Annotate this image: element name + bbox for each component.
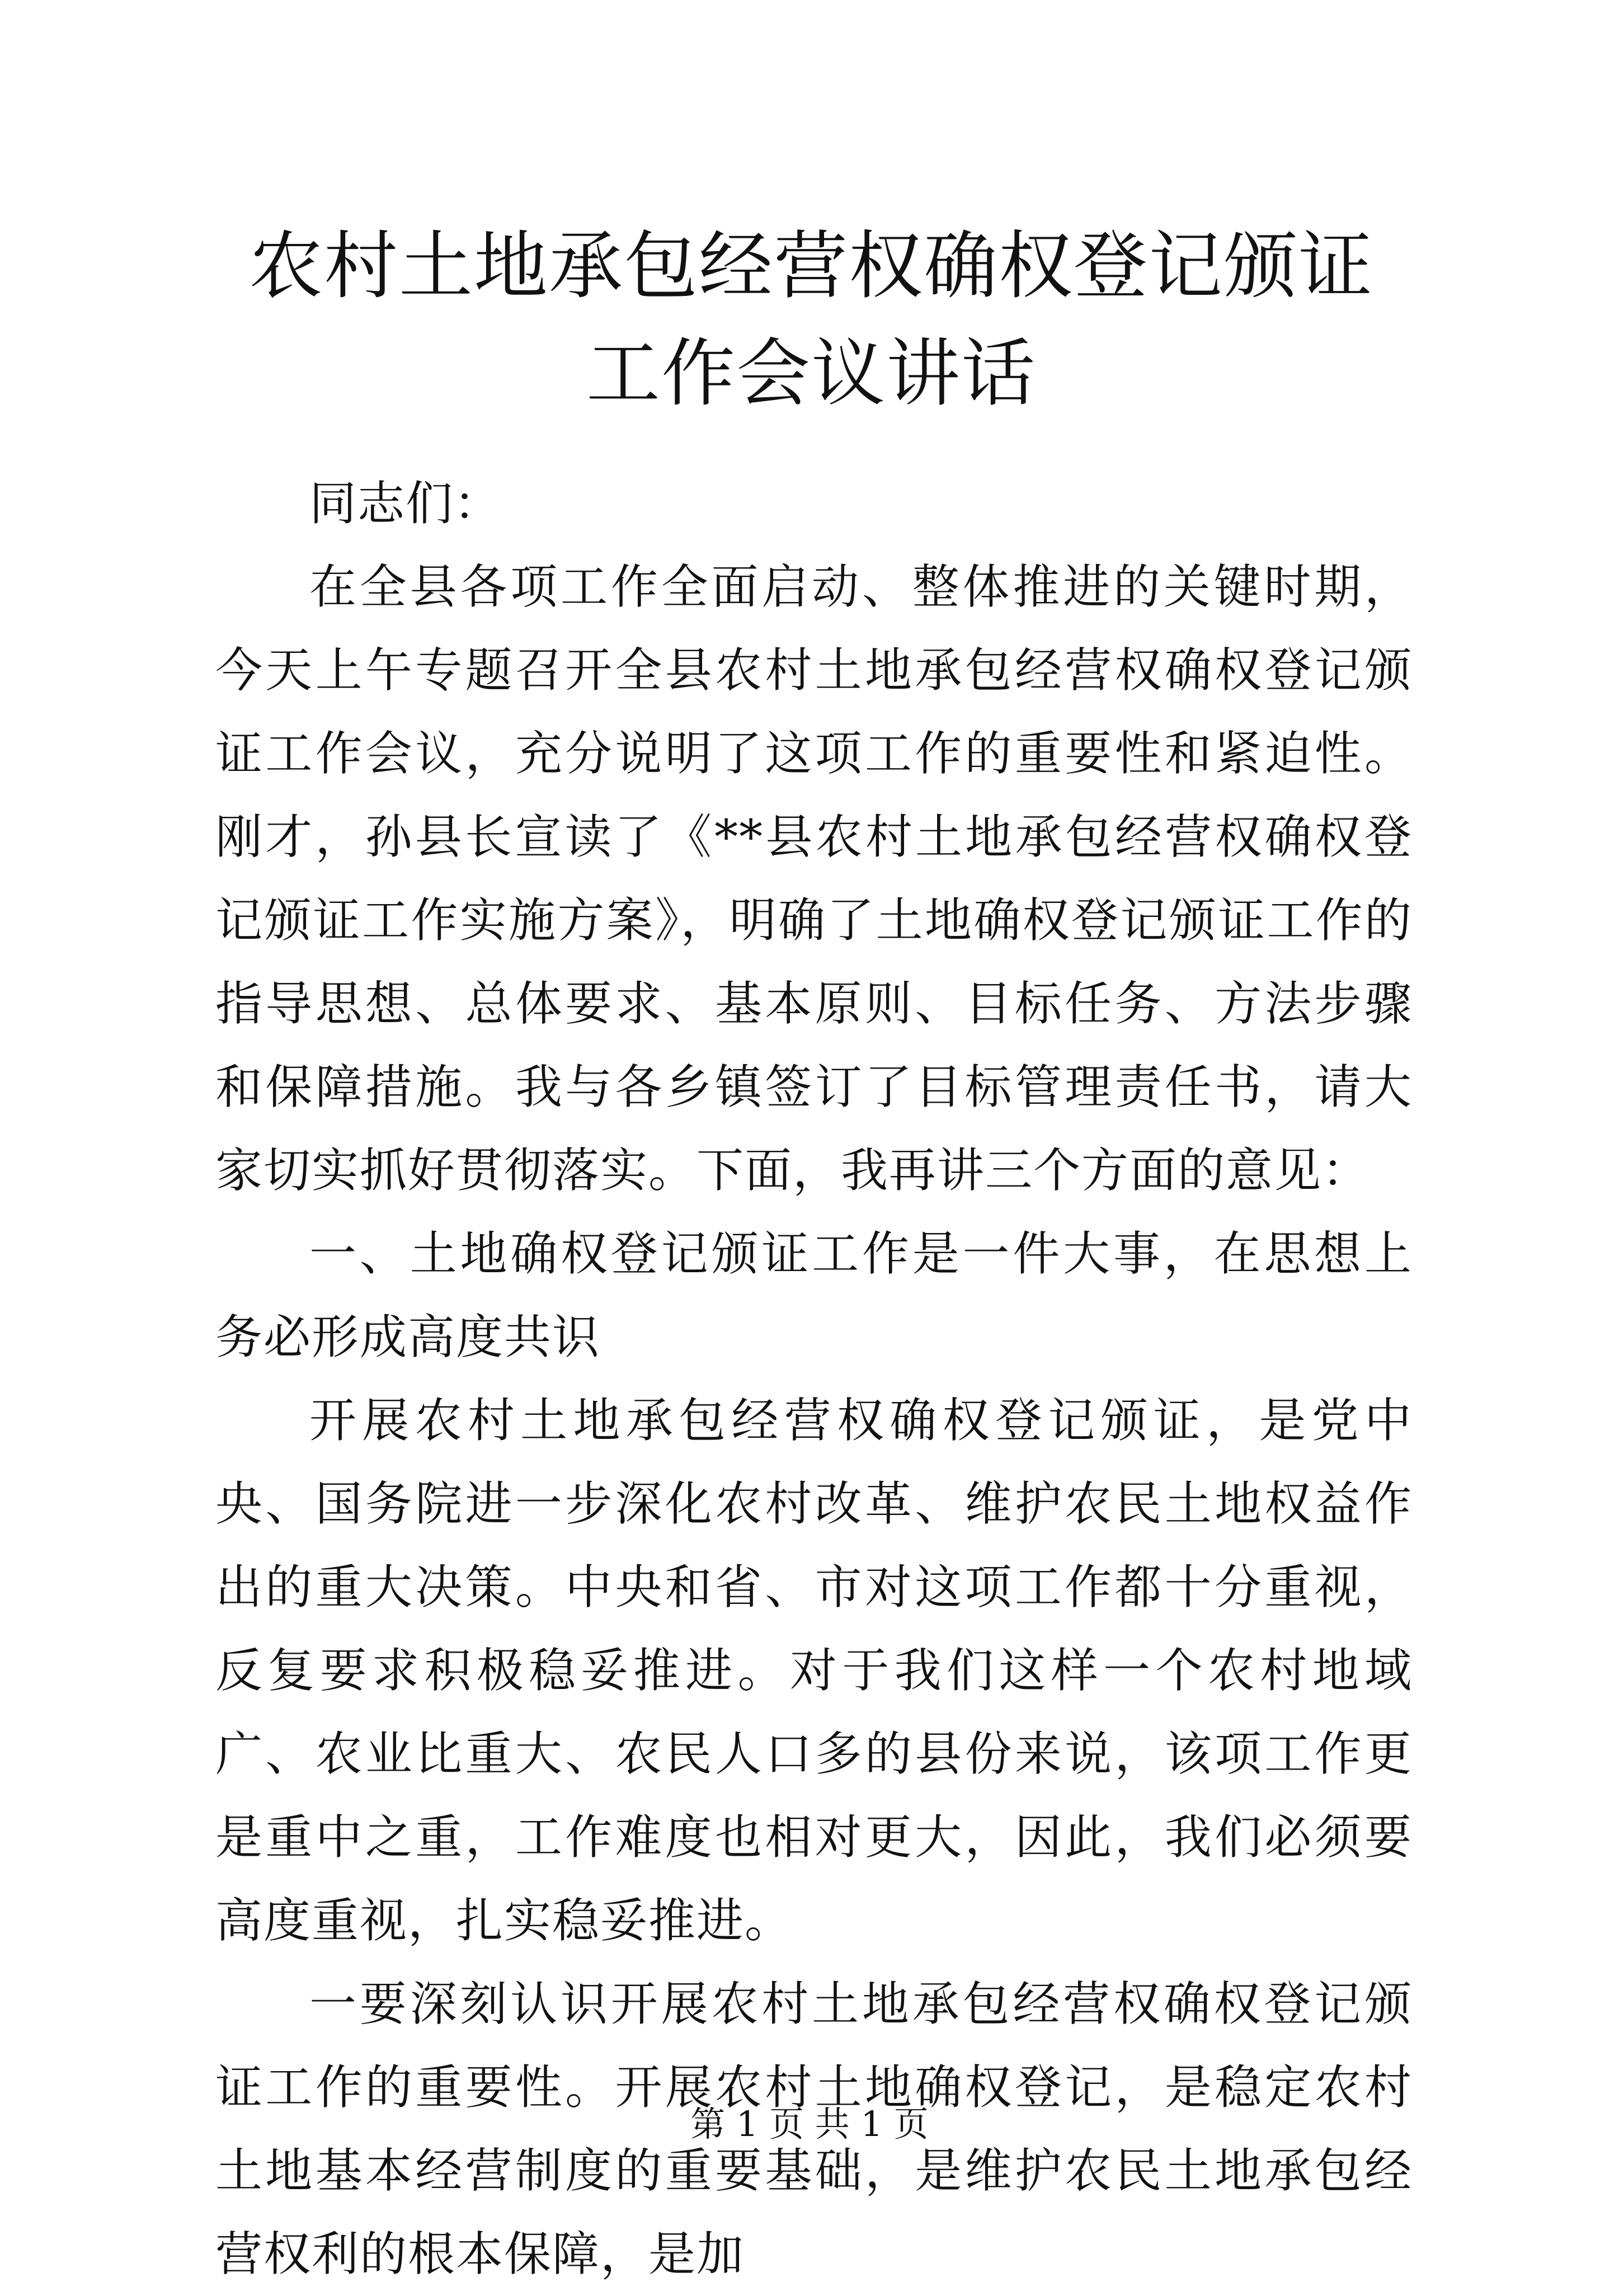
document-title: 农村土地承包经营权确权登记颁证工作会议讲话 — [249, 223, 1373, 417]
document-body — [215, 462, 1413, 2296]
body-paragraph: 开展农村土地承包经营权确权登记颁证，是党中央、国务院进一步深化农村改革、维护农民土地权益作出的重大决策。中央和省、市对这项工作都十分重视，反复要求积极稳妥推进。对于我们这样一个农村地域广、农业比重大、农民人口多的县份来说，该项工作更是重中之重，工作难度也相对更大，因此，我们必须要高度重视，扎实稳妥推进。 — [215, 1393, 1413, 1948]
salutation: 同志们： — [309, 476, 502, 531]
body-paragraph: 一要深刻认识开展农村土地承包经营权确权登记颁证工作的重要性。开展农村土地确权登记，是稳定农村土地基本经营制度的重要基础，是维护农民土地承包经营权利的根本保障，是加 — [215, 1977, 1413, 2281]
body-paragraph: 在全县各项工作全面启动、整体推进的关键时期，今天上午专题召开全县农村土地承包经营权确权登记颁证工作会议，充分说明了这项工作的重要性和紧迫性。刚才，孙县长宣读了《**县农村土地承包经营权确权登记颁证工作实施方案》，明确了土地确权登记颁证工作的指导思想、总体要求、基本原则、目标任务、方法步骤和保障措施。我与各乡镇签订了目标管理责任书，请大家切实抓好贯彻落实。下面，我再讲三个方面的意见： — [215, 559, 1413, 1198]
section-heading: 一、土地确权登记颁证工作是一件大事，在思想上务必形成高度共识 — [215, 1226, 1413, 1365]
page-footer: 第 1 页 共 1 页 — [690, 2104, 929, 2144]
